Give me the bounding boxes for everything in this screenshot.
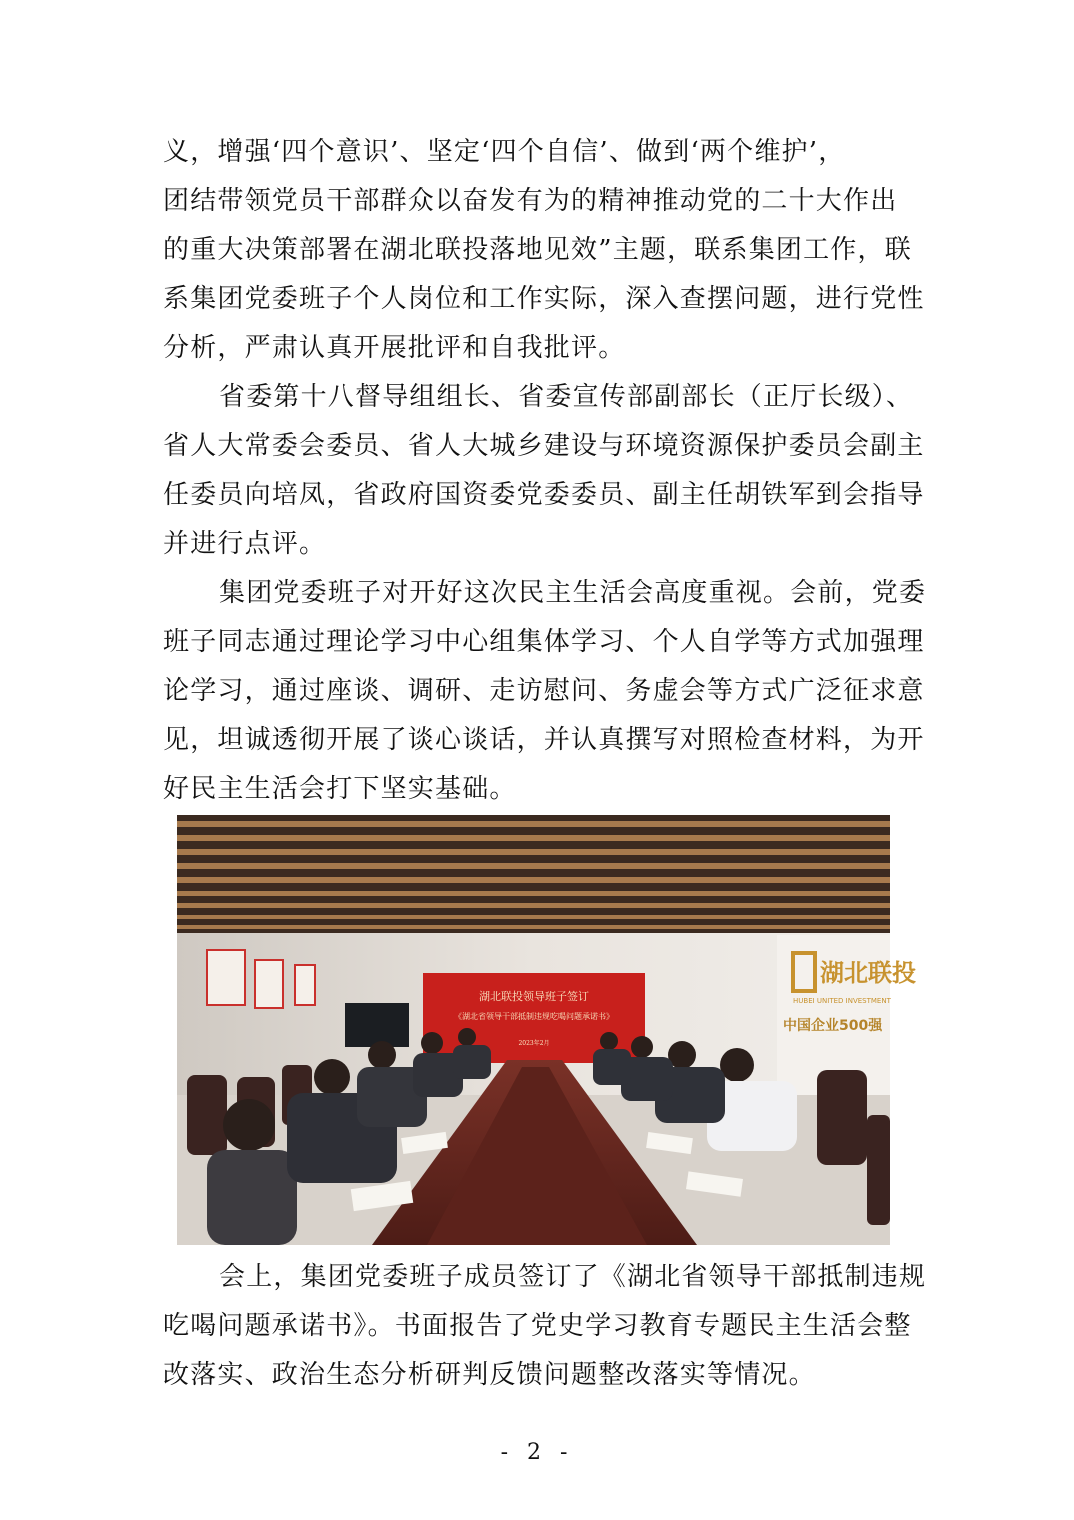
paragraph-line: 的重大决策部署在湖北联投落地见效”主题，联系集团工作，联 xyxy=(163,235,912,265)
paragraph-line: 团结带领党员干部群众以奋发有为的精神推动党的二十大作出 xyxy=(163,186,898,216)
wall-poster xyxy=(295,965,315,1005)
body-text-block-2 xyxy=(163,1253,927,1400)
paragraph-line: 见，坦诚透彻开展了谈心谈话，并认真撰写对照检查材料，为开 xyxy=(163,725,925,755)
banner-date: 2023年2月 xyxy=(518,1040,550,1047)
paragraph-line: 改落实、政治生态分析研判反馈问题整改落实等情况。 xyxy=(163,1360,816,1390)
paragraph-line: 省人大常委会委员、省人大城乡建设与环境资源保护委员会副主 xyxy=(163,431,925,461)
page-number: - 2 - xyxy=(500,1440,574,1465)
paragraph-line: 并进行点评。 xyxy=(163,529,327,559)
logo-text: 湖北联投 xyxy=(820,959,916,987)
meeting-photo-illustration xyxy=(177,815,916,1245)
paragraph-line: 任委员向培凤，省政府国资委党委委员、副主任胡铁军到会指导 xyxy=(163,480,925,510)
wall-poster xyxy=(255,960,283,1008)
paragraph-line: 论学习，通过座谈、调研、走访慰问、务虚会等方式广泛征求意 xyxy=(163,676,925,706)
slogan-text: 中国企业500强 xyxy=(783,1018,883,1034)
paragraph-line: 会上，集团党委班子成员签订了《湖北省领导干部抵制违规 xyxy=(219,1262,927,1292)
wall-poster xyxy=(207,950,245,1005)
paragraph-line: 系集团党委班子个人岗位和工作实际，深入查摆问题，进行党性 xyxy=(163,284,925,314)
paragraph-line: 省委第十八督导组组长、省委宣传部副部长（正厅长级）、 xyxy=(219,382,914,412)
paragraph-line: 义，增强‘四个意识’、坚定‘四个自信’、做到‘两个维护’， xyxy=(163,137,846,167)
paragraph-line: 分析，严肃认真开展批评和自我批评。 xyxy=(163,333,626,363)
paragraph-line: 班子同志通过理论学习中心组集体学习、个人自学等方式加强理 xyxy=(163,627,925,657)
tv-screen xyxy=(345,1003,409,1047)
paragraph-line: 吃喝问题承诺书》。书面报告了党史学习教育专题民主生活会整 xyxy=(163,1311,912,1341)
meeting-photo xyxy=(177,815,916,1245)
banner-subtitle: 《湖北省领导干部抵制违规吃喝问题承诺书》 xyxy=(454,1012,614,1021)
paragraph-line: 好民主生活会打下坚实基础。 xyxy=(163,774,517,804)
logo-english: HUBEI UNITED INVESTMENT xyxy=(793,997,891,1005)
body-text-block-1 xyxy=(163,128,927,814)
paragraph-line: 集团党委班子对开好这次民主生活会高度重视。会前，党委 xyxy=(219,578,927,608)
banner-title: 湖北联投领导班子签订 xyxy=(479,990,589,1003)
